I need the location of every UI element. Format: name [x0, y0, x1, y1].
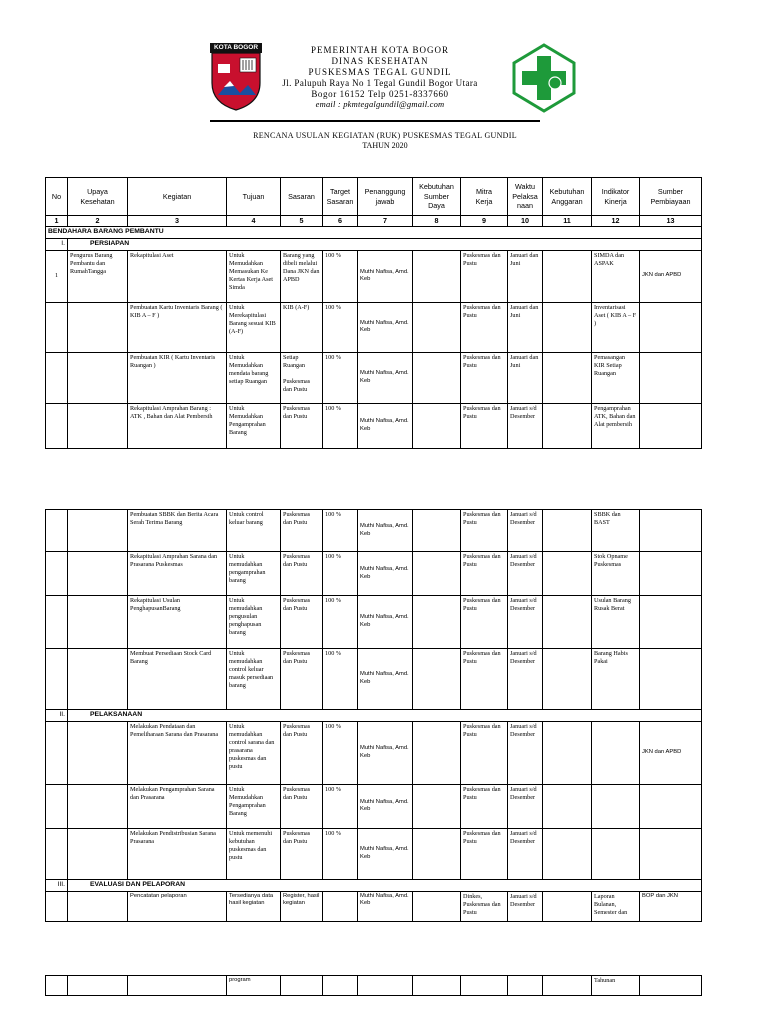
cell-target: 100 % [323, 403, 358, 448]
table-cell [128, 976, 227, 996]
cell-sumber [640, 828, 702, 879]
header-kegiatan: Kegiatan [128, 178, 227, 216]
puskesmas-logo [511, 43, 577, 113]
table-cell [413, 976, 461, 996]
cell-mitra: Puskesmas dan Pustu [461, 828, 508, 879]
column-number: 13 [640, 216, 702, 227]
cell-ksd [413, 649, 461, 710]
cell-ksd [413, 596, 461, 649]
section-title: BENDAHARA BARANG PEMBANTU [46, 227, 702, 239]
cell-mitra: Puskesmas dan Pustu [461, 403, 508, 448]
cell-kegiatan: Melakukan Pendataan dan Pemeliharaan Sarana dan Prasarana [128, 721, 227, 784]
cell-tujuan: Untuk Memudahkan Memasukan Ke Kertas Kerja Aset Simda [227, 250, 281, 302]
cell-pj: Muthi Nafisa, Amd. Keb [358, 302, 413, 352]
document-year: TAHUN 2020 [362, 141, 408, 150]
cell-anggaran [543, 352, 592, 403]
letterhead-line-1: PEMERINTAH KOTA BOGOR [310, 45, 450, 55]
cell-anggaran [543, 302, 592, 352]
cell-no: 1 [46, 250, 68, 302]
table-row [46, 552, 702, 596]
cell-sasaran: Puskesmas dan Pustu [281, 784, 323, 828]
cell-ksd [413, 552, 461, 596]
cell-ksd [413, 828, 461, 879]
cell-ksd [413, 784, 461, 828]
subsection-row [46, 710, 702, 722]
cell-indikator: Laporan Bulanan, Semester dan [592, 891, 640, 921]
cell-mitra: Puskesmas dan Pustu [461, 596, 508, 649]
cell-no [46, 403, 68, 448]
section-row [46, 227, 702, 239]
header-indikator-kinerja: Indikator Kinerja [592, 178, 640, 216]
column-number: 11 [543, 216, 592, 227]
table-cell [68, 976, 128, 996]
cell-ksd [413, 891, 461, 921]
subsection-roman: I. [46, 238, 68, 250]
cell-target: 100 % [323, 302, 358, 352]
column-number: 4 [227, 216, 281, 227]
cell-no [46, 302, 68, 352]
cell-anggaran [543, 891, 592, 921]
cell-upaya [68, 828, 128, 879]
column-number: 6 [323, 216, 358, 227]
cell-anggaran [543, 721, 592, 784]
cell-tujuan: Untuk memudahkan pengamprahan barang [227, 552, 281, 596]
table-cell [508, 976, 543, 996]
column-number: 12 [592, 216, 640, 227]
letterhead-line-3: PUSKESMAS TEGAL GUNDIL [308, 67, 452, 77]
cell-mitra: Puskesmas dan Pustu [461, 721, 508, 784]
cell-kegiatan: Melakukan Pengamprahan Sarana dan Prasarana [128, 784, 227, 828]
table-cell [358, 976, 413, 996]
cell-anggaran [543, 403, 592, 448]
column-number: 8 [413, 216, 461, 227]
cell-mitra: Puskesmas dan Pustu [461, 784, 508, 828]
subsection-label: PERSIAPAN [68, 238, 702, 250]
cell-target: 100 % [323, 828, 358, 879]
cell-waktu: Januari s/d Desember [508, 891, 543, 921]
cell-upaya [68, 891, 128, 921]
cell-upaya [68, 352, 128, 403]
cell-target: 100 % [323, 649, 358, 710]
table-row [46, 596, 702, 649]
cell-tujuan: Untuk Merekapitulasi Barang sesuai KIB (A-F) [227, 302, 281, 352]
ruk-table-page-2 [45, 509, 702, 922]
cell-ksd [413, 352, 461, 403]
header-row [46, 178, 702, 216]
cell-sasaran: Setiap Ruangan Puskesmas dan Pustu [281, 352, 323, 403]
cell-mitra: Puskesmas dan Pustu [461, 649, 508, 710]
cell-ksd [413, 403, 461, 448]
cell-no [46, 352, 68, 403]
cell-waktu: Januari s/d Desember [508, 596, 543, 649]
cell-ksd [413, 250, 461, 302]
header-kebutuhan-anggaran: Kebutuhan Anggaran [543, 178, 592, 216]
cell-upaya [68, 510, 128, 552]
cell-indikator: Usulan Barang Rusak Berat [592, 596, 640, 649]
cell-indikator: Inventarisasi Aset ( KIB A – F ) [592, 302, 640, 352]
cell-anggaran [543, 510, 592, 552]
letterhead-email: email : pkmtegalgundil@gmail.com [315, 99, 445, 109]
logo-left-text: KOTA BOGOR [213, 44, 259, 51]
cell-sumber [640, 649, 702, 710]
header-waktu-pelaksanaan: Waktu Pelaksa naan [508, 178, 543, 216]
cell-sumber [640, 302, 702, 352]
table-row [46, 891, 702, 921]
cell-tujuan: Untuk memudahkan control sarana dan prasarana puskesmas dan pustu [227, 721, 281, 784]
cell-sumber [640, 552, 702, 596]
cell-mitra: Puskesmas dan Pustu [461, 302, 508, 352]
table-row [46, 828, 702, 879]
ruk-table-page-3 [45, 975, 702, 996]
ruk-table-page-1 [45, 177, 702, 449]
cell-kegiatan: Rekapitulasi Aset [128, 250, 227, 302]
cell-mitra: Puskesmas dan Pustu [461, 250, 508, 302]
header-kebutuhan-sumber-daya: Kebutuhan Sumber Daya [413, 178, 461, 216]
cell-sasaran: Puskesmas dan Pustu [281, 552, 323, 596]
cell-mitra: Dinkes, Puskesmas dan Pustu [461, 891, 508, 921]
cell-waktu: Januari s/d Desember [508, 721, 543, 784]
table-row [46, 784, 702, 828]
subsection-row [46, 879, 702, 891]
cell-pj: Muthi Nafisa, Amd. Keb [358, 250, 413, 302]
cell-anggaran [543, 649, 592, 710]
letterhead-line-2: DINAS KESEHATAN [331, 56, 429, 66]
table-row [46, 352, 702, 403]
cell-pj: Muthi Nafisa, Amd. Keb [358, 784, 413, 828]
cell-kegiatan: Rekapitulasi Amprahan Barang : ATK , Bahan dan Alat Pembersih [128, 403, 227, 448]
cell-anggaran [543, 784, 592, 828]
header-tujuan: Tujuan [227, 178, 281, 216]
cell-sasaran: KIB (A-F) [281, 302, 323, 352]
cell-no [46, 891, 68, 921]
cell-waktu: Januari s/d Desember [508, 403, 543, 448]
cell-target: 100 % [323, 250, 358, 302]
cell-waktu: Januari s/d Desember [508, 510, 543, 552]
cell-indikator: SBBK dan BAST [592, 510, 640, 552]
letterhead-divider [210, 120, 540, 122]
cell-pj: Muthi Nafisa, Amd. Keb [358, 828, 413, 879]
cell-tujuan: Untuk memudahkan pengusulan penghapusan barang [227, 596, 281, 649]
cell-anggaran [543, 250, 592, 302]
cell-target: 100 % [323, 552, 358, 596]
column-number: 1 [46, 216, 68, 227]
table-row [46, 403, 702, 448]
column-number: 9 [461, 216, 508, 227]
cell-sasaran: Puskesmas dan Pustu [281, 721, 323, 784]
cell-waktu: Januari s/d Desember [508, 649, 543, 710]
cell-sumber [640, 596, 702, 649]
table-cell [640, 976, 702, 996]
cell-anggaran [543, 552, 592, 596]
cell-pj: Muthi Nafisa, Amd. Keb [358, 352, 413, 403]
cell-sumber [640, 510, 702, 552]
header-no: No [46, 178, 68, 216]
cell-no [46, 828, 68, 879]
cell-waktu: Januari dan Juni [508, 352, 543, 403]
cell-kegiatan: Rekapitulasi Amprahan Sarana dan Prasarana Puskesmas [128, 552, 227, 596]
subsection-roman: II. [46, 710, 68, 722]
cell-kegiatan: Pembuatan KIR ( Kartu Inventaris Ruangan ) [128, 352, 227, 403]
cell-mitra: Puskesmas dan Pustu [461, 352, 508, 403]
table-cell [461, 976, 508, 996]
cell-tujuan: Untuk Memudahkan Pengamprahan Barang [227, 784, 281, 828]
cell-indikator: Barang Habis Pakai [592, 649, 640, 710]
cell-sumber: JKN dan APBD [640, 721, 702, 784]
cell-kegiatan: Pembuatan Kartu Inventaris Barang ( KIB A – F ) [128, 302, 227, 352]
cell-upaya [68, 552, 128, 596]
cell-upaya [68, 302, 128, 352]
table-cell [281, 976, 323, 996]
cell-kegiatan: Melakukan Pendistribusian Sarana Prasarana [128, 828, 227, 879]
cell-tujuan: Untuk Memudahkan Pengamprahan Barang [227, 403, 281, 448]
table-row [46, 721, 702, 784]
cell-tujuan: Untuk control keluar barang [227, 510, 281, 552]
cell-waktu: Januari s/d Desember [508, 552, 543, 596]
table-cell [543, 976, 592, 996]
subsection-label: PELAKSANAAN [68, 710, 702, 722]
header-penanggung-jawab: Penanggung jawab [358, 178, 413, 216]
letterhead-line-4: Jl. Palupuh Raya No 1 Tegal Gundil Bogor Utara [282, 78, 478, 88]
cell-tujuan: Untuk memenuhi kebutuhan puskesmas dan pustu [227, 828, 281, 879]
cell-upaya [68, 596, 128, 649]
header-mitra-kerja: Mitra Kerja [461, 178, 508, 216]
table-row [46, 302, 702, 352]
cell-anggaran [543, 596, 592, 649]
cell-sasaran: Register, hasil kegiatan [281, 891, 323, 921]
cell-pj: Muthi Nafisa, Amd. Keb [358, 552, 413, 596]
cell-tujuan: Untuk memudahkan control keluar masuk persediaan barang [227, 649, 281, 710]
cell-mitra: Puskesmas dan Pustu [461, 552, 508, 596]
column-number: 3 [128, 216, 227, 227]
cell-pj: Muthi Nafisa, Amd. Keb [358, 403, 413, 448]
cell-sasaran: Puskesmas dan Pustu [281, 403, 323, 448]
cell-waktu: Januari s/d Desember [508, 784, 543, 828]
subsection-row [46, 238, 702, 250]
subsection-roman: III. [46, 879, 68, 891]
cell-sasaran: Puskesmas dan Pustu [281, 596, 323, 649]
cell-sasaran: Puskesmas dan Pustu [281, 649, 323, 710]
cell-indikator: Pemasangan KIR Setiap Ruangan [592, 352, 640, 403]
table-row [46, 250, 702, 302]
cell-kegiatan: Pembuatan SBBK dan Berita Acara Serah Terima Barang [128, 510, 227, 552]
cell-pj: Muthi Nafisa, Amd. Keb [358, 649, 413, 710]
cell-sasaran: Puskesmas dan Pustu [281, 510, 323, 552]
cell-no [46, 649, 68, 710]
cell-waktu: Januari s/d Desember [508, 828, 543, 879]
cell-target: 100 % [323, 596, 358, 649]
cell-upaya [68, 649, 128, 710]
cell-ksd [413, 510, 461, 552]
cell-no [46, 721, 68, 784]
cell-kegiatan: Membuat Persediaan Stock Card Barang [128, 649, 227, 710]
cell-no [46, 552, 68, 596]
cell-ksd [413, 302, 461, 352]
cell-anggaran [543, 828, 592, 879]
cell-sumber [640, 403, 702, 448]
cell-sumber [640, 784, 702, 828]
cell-sasaran: Puskesmas dan Pustu [281, 828, 323, 879]
cell-sumber: JKN dan APBD [640, 250, 702, 302]
cell-target: 100 % [323, 784, 358, 828]
header-sumber-pembiayaan: Sumber Pembiayaan [640, 178, 702, 216]
header-target-sasaran: Target Sasaran [323, 178, 358, 216]
cell-indikator: Stok Opname Puskesmas [592, 552, 640, 596]
cell-target: 100 % [323, 352, 358, 403]
cell-no [46, 784, 68, 828]
cell-indikator: Tahunan [592, 976, 640, 996]
cell-pj: Muthi Nafisa, Amd. Keb [358, 510, 413, 552]
cell-upaya [68, 721, 128, 784]
cell-kegiatan: Pencatatan pelaporan [128, 891, 227, 921]
cell-mitra: Puskesmas dan Pustu [461, 510, 508, 552]
column-number: 5 [281, 216, 323, 227]
cell-sumber: BOP dan JKN [640, 891, 702, 921]
column-number: 10 [508, 216, 543, 227]
column-number-row [46, 216, 702, 227]
cell-upaya: Pengurus Barang Pembantu dan RumahTangga [68, 250, 128, 302]
cell-indikator [592, 721, 640, 784]
letterhead-line-5: Bogor 16152 Telp 0251-8337660 [311, 89, 449, 99]
column-number: 7 [358, 216, 413, 227]
cell-upaya [68, 784, 128, 828]
table-cell [323, 976, 358, 996]
table-row [46, 649, 702, 710]
cell-sasaran: Barang yang dibeli melalui Dana JKN dan APBD [281, 250, 323, 302]
cell-indikator [592, 828, 640, 879]
cell-no [46, 510, 68, 552]
cell-target: 100 % [323, 721, 358, 784]
cell-ksd [413, 721, 461, 784]
column-number: 2 [68, 216, 128, 227]
cell-target [323, 891, 358, 921]
subsection-label: EVALUASI DAN PELAPORAN [68, 879, 702, 891]
cell-waktu: Januari dan Juni [508, 250, 543, 302]
cell-tujuan: program [227, 976, 281, 996]
table-cell [46, 976, 68, 996]
cell-indikator [592, 784, 640, 828]
cell-upaya [68, 403, 128, 448]
cell-no [46, 596, 68, 649]
cell-indikator: SIMDA dan ASPAK [592, 250, 640, 302]
header-upaya-kesehatan: Upaya Kesehatan [68, 178, 128, 216]
cell-indikator: Pengamprahan ATK, Bahan dan Alat pembersih [592, 403, 640, 448]
cell-pj: Muthi Nafisa, Amd. Keb [358, 721, 413, 784]
table-row [46, 510, 702, 552]
document-title: RENCANA USULAN KEGIATAN (RUK) PUSKESMAS TEGAL GUNDIL [253, 131, 517, 140]
cell-target: 100 % [323, 510, 358, 552]
cell-tujuan: Untuk Memudahkan mendata barang setiap Ruangan [227, 352, 281, 403]
cell-pj: Muthi Nafisa, Amd. Keb [358, 891, 413, 921]
cell-waktu: Januari dan Juni [508, 302, 543, 352]
cell-sumber [640, 352, 702, 403]
cell-tujuan: Tersedianya data hasil kegiatan [227, 891, 281, 921]
table-row [46, 976, 702, 996]
cell-pj: Muthi Nafisa, Amd. Keb [358, 596, 413, 649]
cell-kegiatan: Rekapitulasi Usulan PenghapusanBarang [128, 596, 227, 649]
header-sasaran: Sasaran [281, 178, 323, 216]
